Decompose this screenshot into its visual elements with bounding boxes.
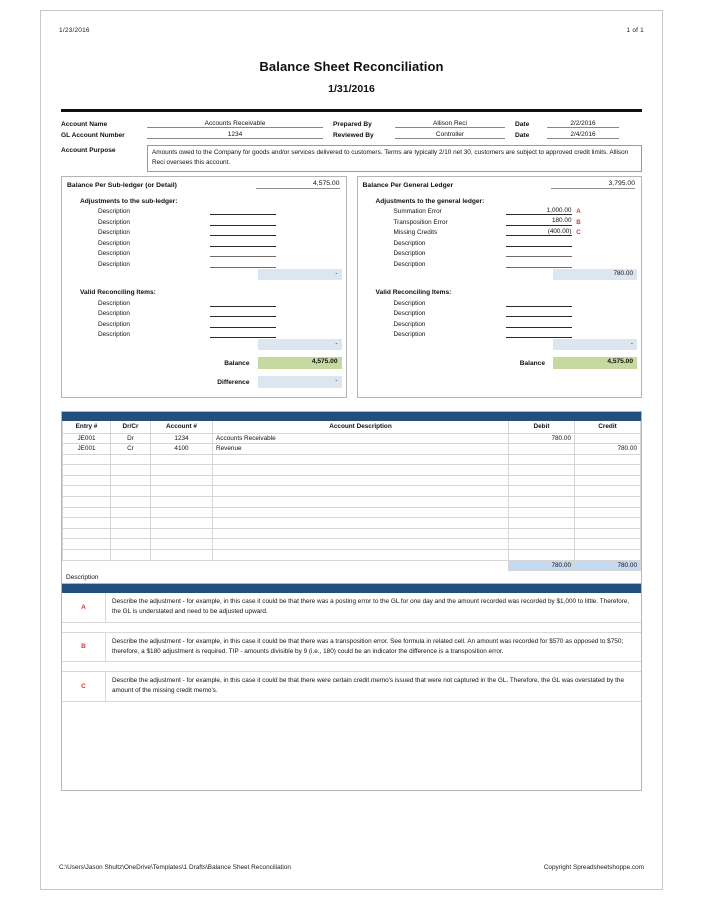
subledger-balance-total: 4,575.00	[258, 357, 342, 369]
cell-description[interactable]	[213, 507, 509, 518]
cell-drcr[interactable]	[111, 497, 151, 508]
cell-drcr[interactable]	[111, 465, 151, 476]
reconciliation-panels	[61, 176, 642, 398]
reviewed-by-label: Reviewed By	[333, 132, 374, 139]
column-header-debit: Debit	[509, 421, 575, 433]
cell-entry[interactable]	[63, 454, 111, 465]
column-header-drcr: Dr/Cr	[111, 421, 151, 433]
table-row[interactable]	[63, 486, 641, 497]
gl-balance-total: 4,575.00	[553, 357, 637, 369]
footnote-key: A	[62, 593, 106, 622]
cell-entry[interactable]	[63, 518, 111, 529]
page-title: Balance Sheet Reconciliation	[259, 59, 444, 74]
column-header-account: Account #	[151, 421, 213, 433]
cell-account[interactable]: 1234	[151, 433, 213, 444]
gl-valid-item-row	[358, 317, 642, 328]
cell-description[interactable]	[213, 465, 509, 476]
footnote-marker-c: C	[576, 229, 581, 237]
subledger-valid-item-row	[62, 307, 346, 318]
table-header-row	[63, 421, 641, 433]
reviewed-by-value[interactable]: Controller	[395, 131, 505, 140]
account-purpose-value[interactable]: Amounts owed to the Company for goods and/or services delivered to customers. Terms are typically 2/10 net 30, customers are subject to approved credit limits. Allison Reci oversees this account.	[147, 145, 642, 172]
line-amount[interactable]	[506, 267, 572, 269]
column-header-description: Account Description	[213, 421, 509, 433]
gl-adjustment-row	[358, 236, 642, 247]
footnote-key: B	[62, 633, 106, 662]
cell-credit[interactable]	[575, 475, 641, 486]
gl-account-number-label: GL Account Number	[61, 132, 125, 139]
line-description: Description	[393, 310, 426, 318]
cell-drcr[interactable]	[111, 507, 151, 518]
prepared-by-value[interactable]: Allison Reci	[395, 120, 505, 129]
cell-credit[interactable]	[575, 454, 641, 465]
account-purpose-row	[61, 145, 642, 172]
line-description: Description	[393, 239, 426, 247]
cell-account[interactable]	[151, 528, 213, 539]
totals-blank	[151, 560, 213, 571]
line-amount[interactable]	[210, 305, 276, 307]
cell-credit[interactable]	[575, 528, 641, 539]
cell-debit[interactable]	[509, 475, 575, 486]
line-description: Description	[98, 239, 130, 247]
cell-debit[interactable]	[509, 486, 575, 497]
line-description: Description	[393, 320, 426, 328]
cell-drcr[interactable]	[111, 550, 151, 561]
subledger-adjustment-row	[62, 236, 346, 247]
prepared-date-label: Date	[515, 121, 530, 128]
footnote-marker-a: A	[576, 208, 581, 216]
line-amount[interactable]	[506, 337, 572, 339]
cell-drcr[interactable]	[111, 518, 151, 529]
line-amount[interactable]	[210, 235, 276, 237]
subledger-valid-items-subtotal-row	[62, 339, 346, 350]
cell-drcr[interactable]	[111, 528, 151, 539]
footnote-a	[62, 593, 641, 623]
line-amount[interactable]	[506, 326, 572, 328]
gl-account-number-value[interactable]: 1234	[147, 131, 323, 140]
line-description: Description	[393, 250, 426, 258]
file-path: C:\Users\Jason Shultz\OneDrive\Templates\1 Drafts\Balance Sheet Reconciliation	[59, 864, 291, 871]
cell-entry[interactable]: JE001	[63, 444, 111, 455]
journal-description-label[interactable]: Description	[66, 574, 99, 582]
subledger-balance-label: Balance	[224, 359, 250, 367]
subledger-valid-item-row	[62, 317, 346, 328]
gl-adjustment-row	[358, 205, 642, 216]
cell-credit[interactable]	[575, 497, 641, 508]
gl-title: Balance Per General Ledger	[362, 181, 454, 189]
line-description: Description	[393, 261, 426, 269]
subledger-valid-item-row	[62, 328, 346, 339]
cell-account[interactable]	[151, 518, 213, 529]
gl-adjustments-label: Adjustments to the general ledger:	[375, 197, 485, 205]
line-amount[interactable]: (400.00)	[506, 228, 572, 237]
table-row[interactable]	[63, 465, 641, 476]
cell-description[interactable]	[213, 539, 509, 550]
cell-account[interactable]	[151, 475, 213, 486]
line-description: Description	[98, 218, 130, 226]
subledger-header	[62, 177, 346, 189]
cell-entry[interactable]	[63, 497, 111, 508]
cell-account[interactable]	[151, 497, 213, 508]
cell-debit[interactable]	[509, 528, 575, 539]
gl-balance-row	[358, 357, 642, 369]
footnote-text[interactable]: Describe the adjustment - for example, in this case it could be that there was a posting error to the GL for one day and the amount recorded was recorded by $1,000 to little. Therefore, the GL is understated and need to be adjusted upward.	[112, 598, 630, 616]
cell-entry[interactable]	[63, 550, 111, 561]
copyright-notice: Copyright Spreadsheetshoppe.com	[543, 864, 644, 871]
cell-debit[interactable]	[509, 518, 575, 529]
cell-description[interactable]	[213, 486, 509, 497]
cell-entry[interactable]	[63, 486, 111, 497]
gl-valid-items-subtotal: -	[553, 339, 637, 350]
ident-row-2	[61, 128, 642, 139]
cell-account[interactable]	[151, 465, 213, 476]
gl-adjustment-row	[358, 247, 642, 258]
cell-credit[interactable]	[575, 465, 641, 476]
table-row[interactable]	[63, 444, 641, 455]
line-amount[interactable]	[210, 224, 276, 226]
table-row[interactable]	[63, 497, 641, 508]
line-description: Description	[98, 299, 130, 307]
line-description: Summation Error	[393, 208, 442, 216]
subledger-adjustment-row	[62, 226, 346, 237]
footnote-key: C	[62, 672, 106, 701]
gl-adjustments-subtotal-row	[358, 269, 642, 280]
line-amount[interactable]	[210, 316, 276, 318]
totals-blank	[111, 560, 151, 571]
line-description: Description	[98, 208, 130, 216]
cell-account[interactable]	[151, 550, 213, 561]
general-ledger-panel	[357, 176, 643, 398]
line-amount[interactable]: 180.00	[506, 217, 572, 226]
period-date: 1/31/2016	[328, 83, 375, 95]
cell-debit[interactable]	[509, 465, 575, 476]
subledger-difference-value: -	[258, 376, 342, 388]
totals-row	[63, 560, 641, 571]
gl-balance-amount[interactable]: 3,795.00	[551, 180, 635, 189]
reviewed-date-value[interactable]: 2/4/2016	[547, 131, 619, 140]
account-name-label: Account Name	[61, 121, 108, 128]
cell-drcr[interactable]	[111, 454, 151, 465]
subledger-adjustment-row	[62, 205, 346, 216]
table-row[interactable]	[63, 475, 641, 486]
cell-entry[interactable]	[63, 507, 111, 518]
cell-credit[interactable]: 780.00	[575, 444, 641, 455]
table-row[interactable]	[63, 454, 641, 465]
gl-valid-items-label: Valid Reconciling Items:	[375, 289, 452, 297]
gl-adjustment-row	[358, 226, 642, 237]
reviewed-date-label: Date	[515, 132, 530, 139]
account-name-value[interactable]: Accounts Receivable	[147, 120, 323, 129]
subledger-adjustments-subtotal-row	[62, 269, 346, 280]
cell-credit[interactable]	[575, 539, 641, 550]
cell-debit[interactable]	[509, 550, 575, 561]
footnote-spacer	[62, 623, 641, 633]
footnote-marker-b: B	[576, 218, 581, 226]
cell-account[interactable]	[151, 539, 213, 550]
subledger-title: Balance Per Sub-ledger (or Detail)	[67, 181, 177, 189]
prepared-by-label: Prepared By	[333, 121, 372, 128]
gl-adjustment-row	[358, 215, 642, 226]
gl-adjustment-row	[358, 257, 642, 268]
line-amount[interactable]	[210, 245, 276, 247]
table-row[interactable]	[63, 433, 641, 444]
cell-description[interactable]	[213, 550, 509, 561]
table-row[interactable]	[63, 550, 641, 561]
worksheet-sheet	[40, 10, 663, 890]
cell-credit[interactable]	[575, 518, 641, 529]
title-divider	[61, 109, 642, 112]
line-description: Description	[98, 331, 130, 339]
subledger-difference-label: Difference	[217, 378, 250, 386]
subledger-panel	[61, 176, 347, 398]
cell-drcr[interactable]	[111, 475, 151, 486]
account-purpose-label: Account Purpose	[61, 147, 116, 154]
line-description: Description	[98, 310, 130, 318]
subledger-adjustment-row	[62, 257, 346, 268]
subledger-adjustments-subtotal: -	[258, 269, 342, 280]
footnote-b	[62, 633, 641, 663]
line-amount[interactable]	[506, 305, 572, 307]
line-amount[interactable]	[210, 267, 276, 269]
column-header-credit: Credit	[575, 421, 641, 433]
column-header-entry: Entry #	[63, 421, 111, 433]
line-description: Description	[98, 250, 130, 258]
cell-description[interactable]	[213, 528, 509, 539]
footnote-text[interactable]: Describe the adjustment - for example, in this case it could be that there was a transposition error. See formula in related cell. An amount was recorded for $570 as opposed to $750; therefore, a $180 adjustment is required. TIP - amounts divisible by 9 (i.e., 180) could be an indicator the difference is a transposition error.	[112, 637, 624, 655]
subledger-balance-amount[interactable]: 4,575.00	[256, 180, 340, 189]
cell-description[interactable]	[213, 475, 509, 486]
cell-description[interactable]	[213, 454, 509, 465]
cell-drcr[interactable]: Dr	[111, 433, 151, 444]
line-amount[interactable]	[210, 337, 276, 339]
totals-blank	[63, 560, 111, 571]
total-credit: 780.00	[575, 560, 641, 571]
footnotes-accent-bar	[62, 584, 641, 593]
line-description: Transposition Error	[393, 218, 448, 226]
cell-drcr[interactable]	[111, 486, 151, 497]
cell-entry[interactable]	[63, 539, 111, 550]
line-description: Description	[98, 320, 130, 328]
line-amount[interactable]	[210, 214, 276, 216]
subledger-valid-items-label: Valid Reconciling Items:	[80, 289, 156, 297]
line-description: Description	[98, 229, 130, 237]
cell-drcr[interactable]: Cr	[111, 444, 151, 455]
cell-account[interactable]	[151, 454, 213, 465]
print-date: 1/23/2016	[59, 27, 90, 34]
footnote-c	[62, 672, 641, 702]
cell-entry[interactable]	[63, 465, 111, 476]
cell-description[interactable]	[213, 497, 509, 508]
subledger-adjustment-row	[62, 215, 346, 226]
cell-debit[interactable]	[509, 507, 575, 518]
cell-description[interactable]: Accounts Receivable	[213, 433, 509, 444]
gl-adjustments-subtotal: 780.00	[553, 269, 637, 280]
footnotes-section	[61, 583, 642, 791]
cell-debit[interactable]	[509, 444, 575, 455]
journal-entry-table	[61, 411, 642, 590]
cell-entry[interactable]	[63, 528, 111, 539]
cell-credit[interactable]	[575, 486, 641, 497]
cell-drcr[interactable]	[111, 539, 151, 550]
cell-entry[interactable]: JE001	[63, 433, 111, 444]
subledger-adjustments-label: Adjustments to the sub-ledger:	[80, 197, 178, 205]
line-description: Missing Credits	[393, 229, 438, 237]
subledger-adjustment-row	[62, 247, 346, 258]
cell-credit[interactable]	[575, 507, 641, 518]
gl-valid-items-subtotal-row	[358, 339, 642, 350]
line-amount[interactable]	[506, 256, 572, 258]
table-row[interactable]	[63, 539, 641, 550]
footnote-spacer	[62, 662, 641, 672]
gl-valid-item-row	[358, 307, 642, 318]
table-row[interactable]	[63, 528, 641, 539]
gl-header	[358, 177, 642, 189]
page-footer	[59, 864, 644, 871]
journal-table-accent-bar	[62, 412, 641, 421]
line-amount[interactable]	[506, 245, 572, 247]
line-amount[interactable]: 1,000.00	[506, 207, 572, 216]
page-header	[59, 27, 644, 34]
line-description: Description	[98, 261, 130, 269]
identification-block	[61, 117, 642, 172]
prepared-date-value[interactable]: 2/2/2016	[547, 120, 619, 129]
cell-credit[interactable]	[575, 433, 641, 444]
journal-entries	[62, 421, 641, 571]
table-row[interactable]	[63, 507, 641, 518]
cell-account[interactable]: 4100	[151, 444, 213, 455]
cell-description[interactable]	[213, 518, 509, 529]
cell-account[interactable]	[151, 486, 213, 497]
gl-balance-label: Balance	[519, 359, 545, 367]
line-description: Description	[393, 331, 426, 339]
subledger-difference-row	[62, 376, 346, 388]
subledger-balance-row	[62, 357, 346, 369]
table-row[interactable]	[63, 518, 641, 529]
footnote-text[interactable]: Describe the adjustment - for example, in this case it could be that there were certain credit memo's issued that were not captured in the GL. Therefore, the GL was overstated by the amount of the missing credit memo's.	[112, 677, 625, 695]
line-description: Description	[393, 299, 426, 307]
total-debit: 780.00	[509, 560, 575, 571]
cell-debit[interactable]	[509, 454, 575, 465]
subledger-valid-item-row	[62, 296, 346, 307]
cell-description[interactable]: Revenue	[213, 444, 509, 455]
gl-valid-item-row	[358, 296, 642, 307]
cell-debit[interactable]	[509, 539, 575, 550]
subledger-valid-items-subtotal: -	[258, 339, 342, 350]
cell-debit[interactable]	[509, 497, 575, 508]
ident-row-1	[61, 117, 642, 128]
totals-blank	[213, 560, 509, 571]
line-amount[interactable]	[210, 256, 276, 258]
cell-credit[interactable]	[575, 550, 641, 561]
gl-valid-item-row	[358, 328, 642, 339]
cell-entry[interactable]	[63, 475, 111, 486]
page-indicator: 1 of 1	[626, 27, 644, 34]
line-amount[interactable]	[210, 326, 276, 328]
line-amount[interactable]	[506, 316, 572, 318]
cell-debit[interactable]: 780.00	[509, 433, 575, 444]
journal-table-body	[63, 433, 641, 571]
cell-account[interactable]	[151, 507, 213, 518]
